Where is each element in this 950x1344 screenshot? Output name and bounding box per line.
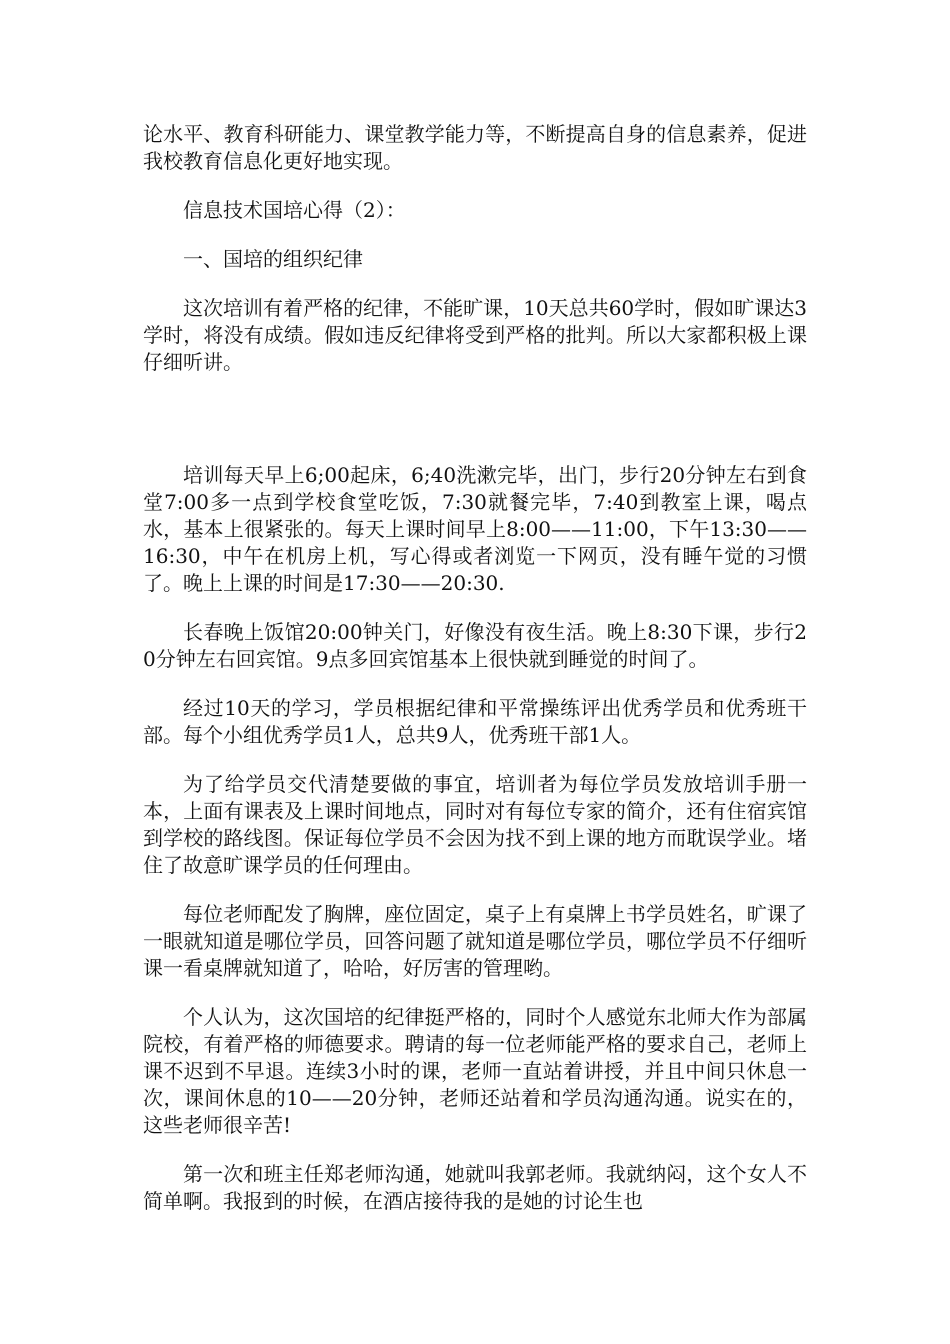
paragraph: 每位老师配发了胸牌，座位固定，桌子上有桌牌上书学员姓名，旷课了一眼就知道是哪位学员，回答问题了就知道是哪位学员，哪位学员不仔细听课一看桌牌就知道了，哈哈，好厉害的管理哟。	[143, 902, 807, 980]
paragraph: 第一次和班主任郑老师沟通，她就叫我郭老师。我就纳闷，这个女人不简单啊。我报到的时候，在酒店接待我的是她的讨论生也	[143, 1162, 807, 1213]
paragraph: 个人认为，这次国培的纪律挺严格的，同时个人感觉东北师大作为部属院校，有着严格的师德要求。聘请的每一位老师能严格的要求自己，老师上课不迟到不早退。连续3小时的课，老师一直站着讲授，并且中间只休息一次，课间休息的10——20分钟，老师还站着和学员沟通沟通。说实在的，这些老师很辛苦!	[143, 1005, 807, 1137]
paragraph-continued: 论水平、教育科研能力、课堂教学能力等，不断提高自身的信息素养，促进我校教育信息化更好地实现。	[143, 122, 807, 173]
paragraph: 经过10天的学习，学员根据纪律和平常操练评出优秀学员和优秀班干部。每个小组优秀学员1人，总共9人，优秀班干部1人。	[143, 696, 807, 747]
document-body	[143, 121, 807, 1237]
paragraph: 为了给学员交代清楚要做的事宜，培训者为每位学员发放培训手册一本，上面有课表及上课时间地点，同时对有每位专家的简介，还有住宿宾馆到学校的路线图。保证每位学员不会因为找不到上课的地方而耽误学业。堵住了故意旷课学员的任何理由。	[143, 772, 807, 877]
paragraph: 长春晚上饭馆20:00钟关门，好像没有夜生活。晚上8:30下课，步行20分钟左右回宾馆。9点多回宾馆基本上很快就到睡觉的时间了。	[143, 620, 807, 671]
paragraph: 培训每天早上6;00起床，6;40洗漱完毕，出门，步行20分钟左右到食堂7:00多一点到学校食堂吃饭，7:30就餐完毕，7:40到教室上课，喝点水，基本上很紧张的。每天上课时间早上8:00——11:00，下午13:30——16:30，中午在机房上机，写心得或者浏览一下网页，没有睡午觉的习惯了。晚上上课的时间是17:30——20:30.	[143, 463, 807, 595]
section-heading: 信息技术国培心得（2）：	[183, 198, 406, 222]
blank-space	[143, 398, 807, 462]
subsection-heading: 一、国培的组织纪律	[183, 247, 363, 271]
paragraph: 这次培训有着严格的纪律，不能旷课，10天总共60学时，假如旷课达3学时，将没有成绩。假如违反纪律将受到严格的批判。所以大家都积极上课仔细听讲。	[143, 296, 807, 374]
